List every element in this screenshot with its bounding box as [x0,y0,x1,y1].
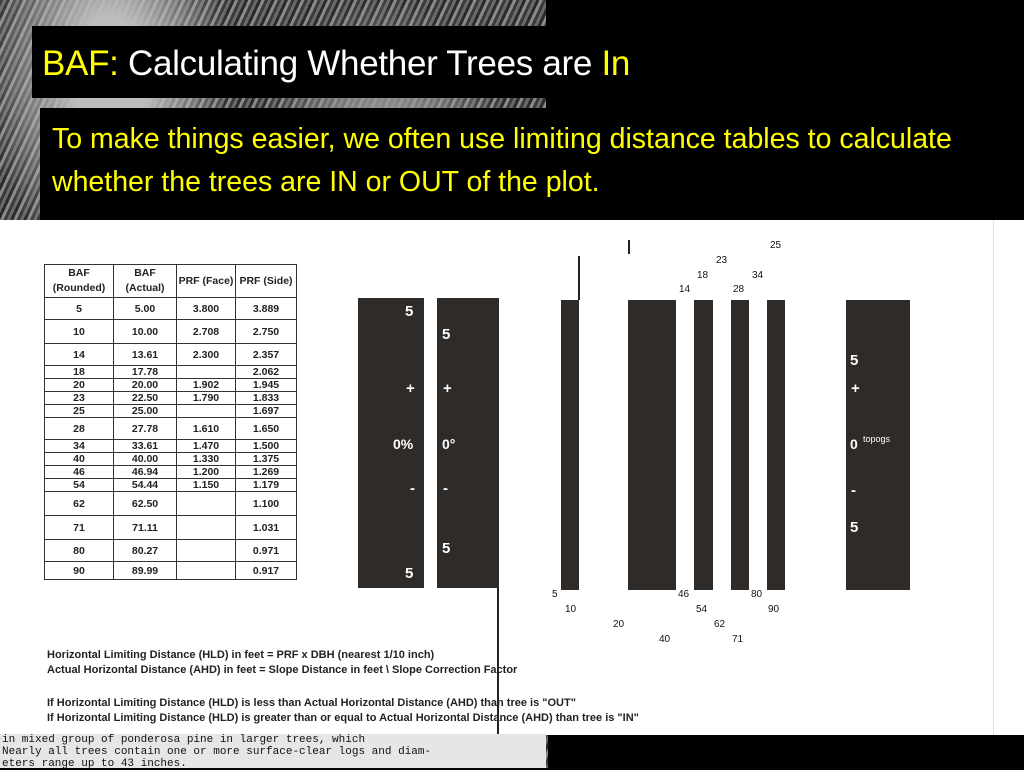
table-cell: 46.94 [114,466,177,479]
table-cell: 46 [45,466,114,479]
scanned-document [0,220,1024,735]
table-cell: 23 [45,392,114,405]
gauge-strip-baf34 [767,300,785,590]
table-header-cell: PRF (Side) [236,265,297,298]
strip1-top: 5 [405,303,414,320]
page-edge [993,220,994,735]
strip1-plus: + [406,380,415,397]
tick-20: 20 [613,619,625,630]
table-cell: 1.650 [236,418,297,440]
tick-90: 90 [768,604,780,615]
table-row [45,366,297,379]
slide-subtitle: To make things easier, we often use limiting distance tables to calculate whether the trees are IN or OUT of the plot. [52,123,952,198]
table-cell: 25 [45,405,114,418]
strip1-bottom: 5 [405,565,414,582]
ahd-formula: Actual Horizontal Distance (AHD) in feet = Slope Distance in feet \ Slope Correction Factor [47,664,518,676]
tick-80: 80 [751,589,763,600]
table-header-cell: BAF (Rounded) [45,265,114,298]
gauge-strip-baf10 [628,300,676,590]
table-row [45,405,297,418]
table-cell: 62 [45,492,114,516]
title-middle: Calculating Whether Trees are [128,44,593,83]
table-cell: 1.945 [236,379,297,392]
table-row [45,466,297,479]
strip2-top: 5 [442,326,451,343]
table-cell: 71 [45,516,114,540]
strip3-plus: + [851,380,860,397]
tick-10: 10 [565,604,577,615]
table-header-cell: BAF (Actual) [114,265,177,298]
strip3-top: 5 [850,352,859,369]
tick-25: 25 [770,240,782,251]
line-1 [578,256,580,300]
table-header-row [45,265,297,298]
table-row [45,479,297,492]
tick-14: 14 [679,284,691,295]
table-cell [177,366,236,379]
table-row [45,320,297,344]
strip1-minus: - [410,480,415,497]
out-rule: If Horizontal Limiting Distance (HLD) is less than Actual Horizontal Distance (AHD) than tree is "OUT" [47,697,576,709]
table-cell: 2.300 [177,344,236,366]
table-cell: 1.902 [177,379,236,392]
table-cell: 1.375 [236,453,297,466]
table-row [45,516,297,540]
table-cell: 1.150 [177,479,236,492]
gauge-strip-baf28 [731,300,749,590]
strip3-bottom: 5 [850,519,859,536]
table-cell: 1.790 [177,392,236,405]
table-cell: 2.708 [177,320,236,344]
table-cell: 54 [45,479,114,492]
table-cell [177,540,236,562]
tick-54: 54 [696,604,708,615]
in-rule: If Horizontal Limiting Distance (HLD) is greater than or equal to Actual Horizontal Distance (AHD) than tree is "IN" [47,712,639,724]
tick-18: 18 [697,270,709,281]
title-prefix: BAF: [42,44,119,83]
tick-62: 62 [714,619,726,630]
table-cell: 18 [45,366,114,379]
tick-40: 40 [659,634,671,645]
table-cell: 1.100 [236,492,297,516]
baf-table [44,264,297,580]
table-cell: 28 [45,418,114,440]
table-row [45,344,297,366]
table-cell [177,516,236,540]
table-cell [177,492,236,516]
strip3-minus: - [851,482,856,499]
table-body [45,298,297,580]
table-cell: 20.00 [114,379,177,392]
table-cell: 80 [45,540,114,562]
gauge-strip-baf14 [694,300,713,590]
table-row [45,379,297,392]
table-cell: 1.833 [236,392,297,405]
line-2 [628,240,630,254]
strip3-zero: 0 [850,436,858,452]
table-cell: 1.697 [236,405,297,418]
table-cell: 1.470 [177,440,236,453]
slide-title [42,44,630,84]
strip2-plus: + [443,380,452,397]
table-cell: 0.917 [236,562,297,580]
strip2-zero: 0° [442,436,456,452]
table-row [45,392,297,405]
tick-23: 23 [716,255,728,266]
table-cell: 3.800 [177,298,236,320]
strip2-minus: - [443,480,448,497]
table-cell: 25.00 [114,405,177,418]
table-cell: 1.330 [177,453,236,466]
table-cell: 1.179 [236,479,297,492]
table-cell: 80.27 [114,540,177,562]
table-cell: 1.610 [177,418,236,440]
table-cell: 2.062 [236,366,297,379]
tick-5: 5 [552,589,558,600]
table-cell: 1.500 [236,440,297,453]
table-row [45,562,297,580]
strip1-zero: 0% [393,436,414,452]
table-cell: 2.750 [236,320,297,344]
table-cell: 1.200 [177,466,236,479]
gauge-strip-baf5 [561,300,579,590]
typewriter-line: Nearly all trees contain one or more surface-clear logs and diam- [2,746,432,758]
title-suffix: In [601,44,631,83]
table-cell: 90 [45,562,114,580]
table-cell: 27.78 [114,418,177,440]
table-row [45,298,297,320]
table-cell: 10.00 [114,320,177,344]
table-cell: 71.11 [114,516,177,540]
gauge-strip-percent [358,298,424,588]
table-cell [177,405,236,418]
tick-34: 34 [752,270,764,281]
table-cell: 3.889 [236,298,297,320]
table-cell: 0.971 [236,540,297,562]
table-cell: 14 [45,344,114,366]
tick-28: 28 [733,284,745,295]
table-cell: 54.44 [114,479,177,492]
tick-71: 71 [732,634,744,645]
table-cell: 40 [45,453,114,466]
strip3-topogs: topogs [863,434,891,444]
table-cell: 13.61 [114,344,177,366]
table-cell: 5.00 [114,298,177,320]
table-cell: 17.78 [114,366,177,379]
table-cell: 40.00 [114,453,177,466]
table-cell: 1.031 [236,516,297,540]
table-cell: 62.50 [114,492,177,516]
table-cell: 2.357 [236,344,297,366]
table-cell [177,562,236,580]
formula-notes [47,648,639,726]
typewriter-line: eters range up to 43 inches. [2,758,187,770]
strip2-bottom: 5 [442,540,451,557]
hld-formula: Horizontal Limiting Distance (HLD) in feet = PRF x DBH (nearest 1/10 inch) [47,649,435,661]
table-cell: 22.50 [114,392,177,405]
table-cell: 33.61 [114,440,177,453]
table-cell: 89.99 [114,562,177,580]
typewriter-line: in mixed group of ponderosa pine in larger trees, which [2,734,366,746]
table-cell: 34 [45,440,114,453]
table-header-cell: PRF (Face) [177,265,236,298]
typewritten-text [0,734,546,768]
table-row [45,418,297,440]
table-cell: 5 [45,298,114,320]
table-row [45,440,297,453]
table-cell: 10 [45,320,114,344]
table-cell: 1.269 [236,466,297,479]
table-row [45,540,297,562]
table-cell: 20 [45,379,114,392]
table-row [45,492,297,516]
table-row [45,453,297,466]
tick-46: 46 [678,589,690,600]
